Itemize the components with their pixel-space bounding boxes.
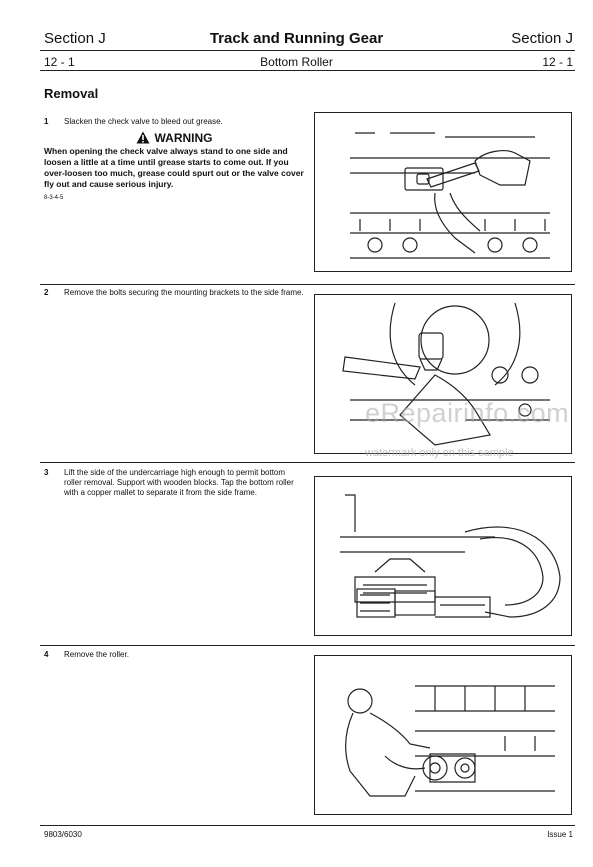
warning-triangle-icon bbox=[136, 131, 150, 144]
step-4 bbox=[44, 650, 304, 660]
header-subtitle: Bottom Roller bbox=[260, 55, 333, 69]
header-rule bbox=[40, 50, 575, 51]
step-number: 4 bbox=[44, 650, 49, 659]
check-valve-illustration bbox=[315, 113, 571, 271]
footer-rule bbox=[40, 825, 575, 826]
undercarriage-lift-illustration bbox=[315, 477, 571, 635]
step-2 bbox=[44, 288, 304, 298]
step-number: 1 bbox=[44, 117, 49, 126]
watermark-main: eRepairinfo.com bbox=[365, 398, 570, 428]
mounting-bolts-illustration bbox=[315, 295, 571, 453]
warning-body: When opening the check valve always stand to one side and loosen a little at a time until grease starts to come out. If you over-loosen too much, grease could spurt out or the valve cover fly out and cause serious injury. bbox=[44, 146, 304, 189]
header-title: Track and Running Gear bbox=[209, 30, 384, 47]
section-title: Removal bbox=[44, 86, 99, 101]
warning-heading bbox=[44, 131, 304, 144]
roller-removal-illustration bbox=[315, 656, 571, 814]
subheader-rule bbox=[40, 70, 575, 71]
figure-mounting-bolts bbox=[314, 294, 572, 454]
footer-doc-number: 9803/6030 bbox=[44, 830, 82, 839]
header-section-right: Section J bbox=[511, 30, 573, 47]
step-number: 3 bbox=[44, 468, 49, 477]
step-number: 2 bbox=[44, 288, 49, 297]
figure-undercarriage-lift bbox=[314, 476, 572, 636]
warning-code: 8-3-4-5 bbox=[44, 195, 64, 201]
step-1 bbox=[44, 117, 304, 203]
divider-2 bbox=[40, 462, 575, 463]
step-text: Remove the bolts securing the mounting brackets to the side frame. bbox=[64, 288, 304, 297]
page-number-right: 12 - 1 bbox=[542, 55, 573, 69]
step-3 bbox=[44, 468, 304, 498]
footer-issue: Issue 1 bbox=[547, 830, 573, 839]
figure-roller-removal bbox=[314, 655, 572, 815]
divider-3 bbox=[40, 645, 575, 646]
header-section-left: Section J bbox=[44, 30, 106, 47]
figure-check-valve bbox=[314, 112, 572, 272]
divider-1 bbox=[40, 284, 575, 285]
step-text: Lift the side of the undercarriage high enough to permit bottom roller removal. Support with wooden blocks. Tap the bottom roller with a copper mallet to separate it from the side frame. bbox=[64, 468, 294, 497]
watermark-sub: watermark only on this sample bbox=[365, 447, 514, 459]
step-text: Remove the roller. bbox=[64, 650, 129, 659]
step-text: Slacken the check valve to bleed out grease. bbox=[64, 117, 223, 126]
warning-title: WARNING bbox=[154, 130, 213, 145]
page-number-left: 12 - 1 bbox=[44, 55, 75, 69]
